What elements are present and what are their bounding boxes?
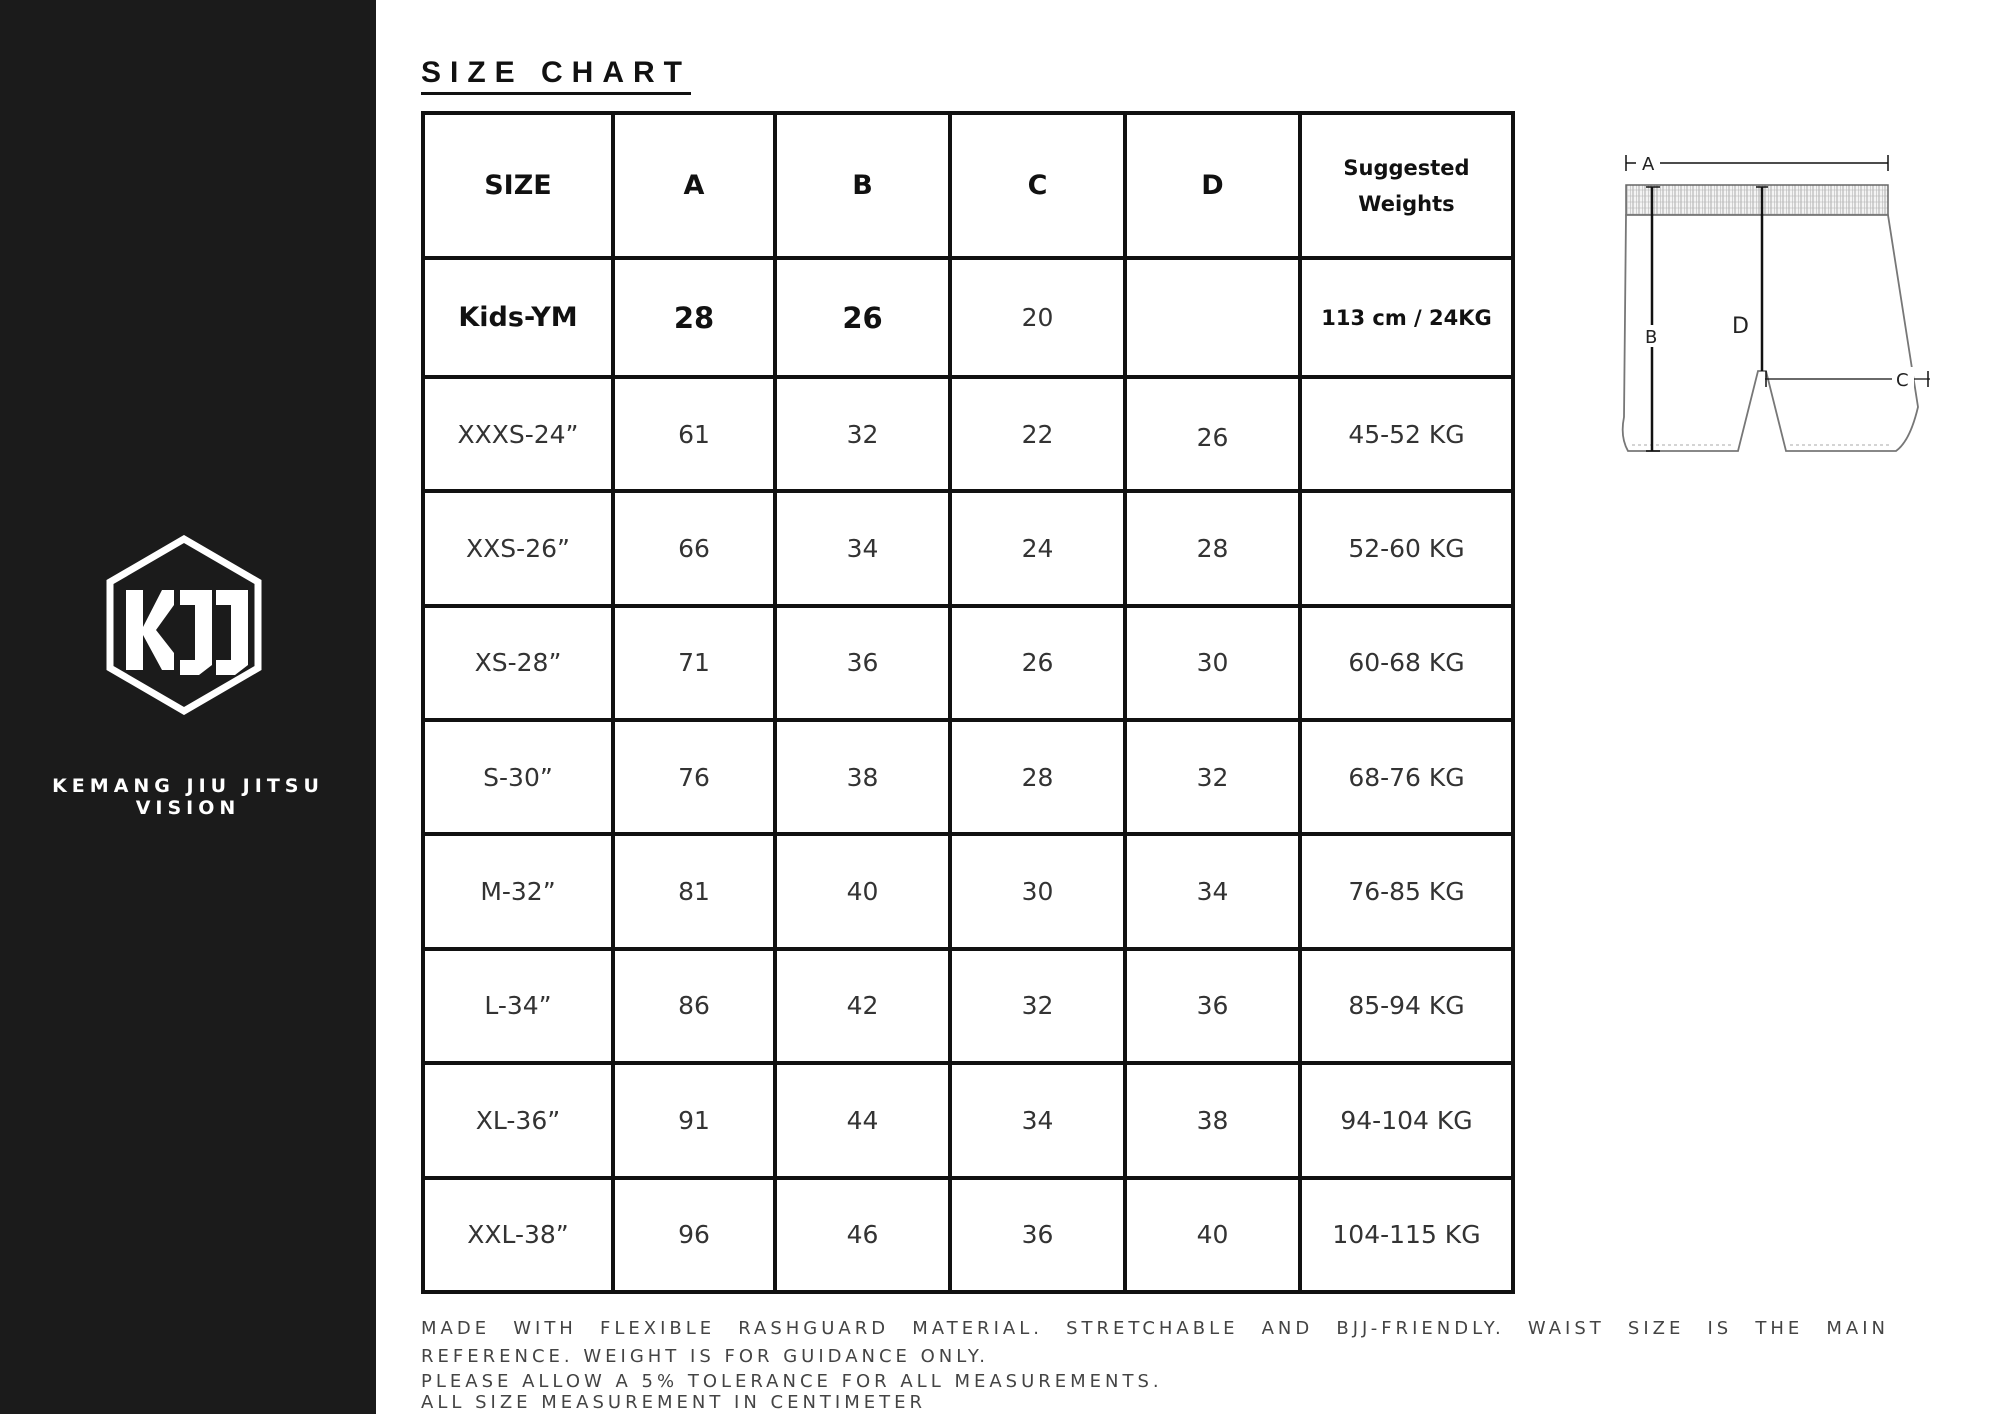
table-cell: 46 (775, 1178, 950, 1293)
table-cell: 71 (613, 606, 775, 720)
table-cell: 94-104 KG (1300, 1063, 1513, 1177)
table-cell: 36 (1125, 949, 1300, 1063)
header-d: D (1125, 113, 1300, 258)
table-cell: 30 (950, 834, 1125, 948)
table-row (423, 491, 1513, 605)
table-cell: 45-52 KG (1300, 377, 1513, 491)
header-size: SIZE (423, 113, 613, 258)
table-cell: 24 (950, 491, 1125, 605)
table-cell: 44 (775, 1063, 950, 1177)
table-cell: 91 (613, 1063, 775, 1177)
table-row (423, 720, 1513, 834)
size-notes (421, 1315, 1889, 1413)
table-cell: 38 (1125, 1063, 1300, 1177)
header-weights-line1: Suggested (1343, 155, 1470, 180)
table-cell: 34 (1125, 834, 1300, 948)
table-cell: XXXS-24” (423, 377, 613, 491)
table-cell: 28 (1125, 491, 1300, 605)
table-row (423, 834, 1513, 948)
shorts-measurement-icon (1570, 145, 1930, 465)
table-cell: 26 (775, 258, 950, 376)
table-cell: 26 (950, 606, 1125, 720)
page-title: SIZE CHART (421, 56, 691, 95)
table-row (423, 1178, 1513, 1293)
diagram-label-a: A (1642, 154, 1655, 175)
table-cell: 36 (950, 1178, 1125, 1293)
header-a: A (613, 113, 775, 258)
table-row (423, 949, 1513, 1063)
header-weights-line2: Weights (1358, 191, 1455, 216)
table-cell: 61 (613, 377, 775, 491)
table-cell: 66 (613, 491, 775, 605)
table-cell: 52-60 KG (1300, 491, 1513, 605)
table-cell: M-32” (423, 834, 613, 948)
table-cell: 40 (1125, 1178, 1300, 1293)
table-cell: S-30” (423, 720, 613, 834)
table-cell (1125, 258, 1300, 376)
table-cell: 32 (950, 949, 1125, 1063)
table-row (423, 606, 1513, 720)
note-material: MADE WITH FLEXIBLE RASHGUARD MATERIAL. STRETCHABLE AND BJJ-FRIENDLY. WAIST SIZE IS THE MAIN REFERENCE. WEIGHT IS FOR GUIDANCE ONLY. (421, 1318, 1889, 1367)
note-tolerance: PLEASE ALLOW A 5% TOLERANCE FOR ALL MEASUREMENTS. (421, 1371, 1163, 1392)
table-cell: 32 (1125, 720, 1300, 834)
diagram-label-d: D (1732, 314, 1749, 339)
table-cell: 38 (775, 720, 950, 834)
table-cell: 85-94 KG (1300, 949, 1513, 1063)
table-cell: 32 (775, 377, 950, 491)
table-cell: L-34” (423, 949, 613, 1063)
diagram-label-c: C (1896, 370, 1909, 391)
table-cell: 34 (775, 491, 950, 605)
table-cell: XXL-38” (423, 1178, 613, 1293)
table-cell: 86 (613, 949, 775, 1063)
table-cell: 34 (950, 1063, 1125, 1177)
table-cell: 26 (1125, 377, 1300, 491)
table-cell: 40 (775, 834, 950, 948)
table-row-kids (423, 258, 1513, 376)
table-cell: 68-76 KG (1300, 720, 1513, 834)
table-header-row (423, 113, 1513, 258)
table-cell: Kids-YM (423, 258, 613, 376)
table-row (423, 377, 1513, 491)
table-cell: 60-68 KG (1300, 606, 1513, 720)
table-cell: 28 (950, 720, 1125, 834)
table-cell: XL-36” (423, 1063, 613, 1177)
brand-name: KEMANG JIU JITSU VISION (52, 775, 324, 819)
table-cell: 22 (950, 377, 1125, 491)
table-cell: 36 (775, 606, 950, 720)
table-cell: 96 (613, 1178, 775, 1293)
header-b: B (775, 113, 950, 258)
table-cell: XS-28” (423, 606, 613, 720)
table-cell: 76 (613, 720, 775, 834)
table-cell: 113 cm / 24KG (1300, 258, 1513, 376)
table-cell: 81 (613, 834, 775, 948)
table-cell: 20 (950, 258, 1125, 376)
header-suggested-weights (1300, 113, 1513, 258)
table-cell: 104-115 KG (1300, 1178, 1513, 1293)
kjj-logo-icon (104, 535, 264, 715)
table-cell: 42 (775, 949, 950, 1063)
table-cell: XXS-26” (423, 491, 613, 605)
diagram-label-b: B (1645, 327, 1658, 348)
sidebar (0, 0, 376, 1414)
size-chart-table (421, 111, 1515, 1294)
table-cell: 76-85 KG (1300, 834, 1513, 948)
table-cell: 30 (1125, 606, 1300, 720)
table-row (423, 1063, 1513, 1177)
note-units: ALL SIZE MEASUREMENT IN CENTIMETER (421, 1392, 927, 1413)
table-cell: 28 (613, 258, 775, 376)
header-c: C (950, 113, 1125, 258)
